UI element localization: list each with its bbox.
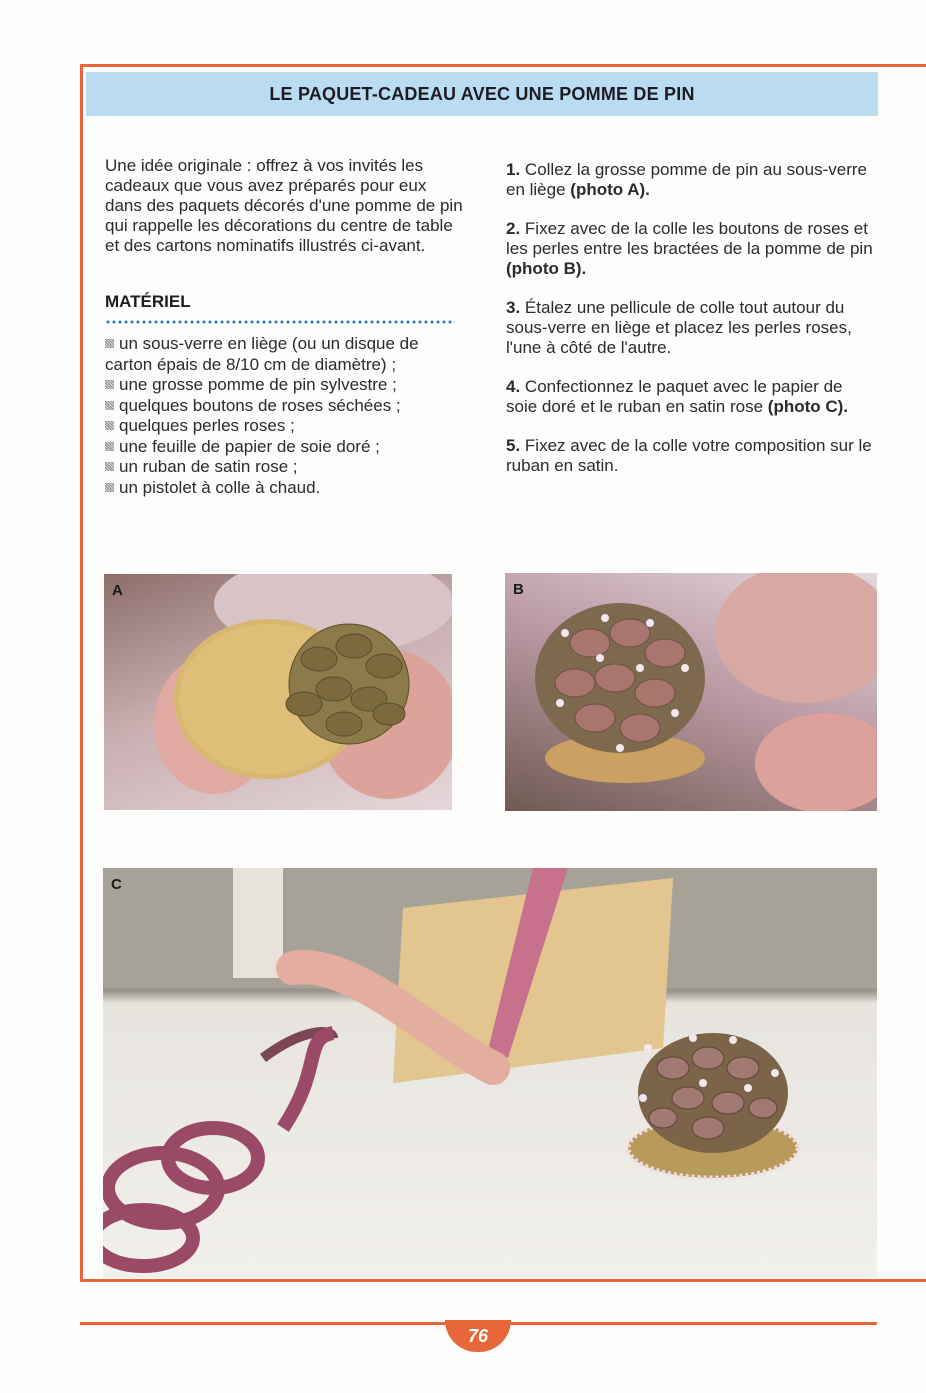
page-number-tab [445, 1320, 511, 1352]
list-item: un pistolet à colle à chaud. [105, 478, 465, 499]
materials-heading: MATÉRIEL [105, 292, 191, 311]
photo-c [103, 868, 877, 1278]
photo-a-label: A [112, 582, 123, 599]
photo-a-illustration [104, 574, 452, 810]
page-title: LE PAQUET-CADEAU AVEC UNE POMME DE PIN [269, 83, 695, 104]
step-5: 5. Fixez avec de la colle votre composition sur le ruban en satin. [506, 436, 872, 475]
step-2: 2. Fixez avec de la colle les boutons de roses et les perles entre les bractées de la pomme de pin (photo B). [506, 219, 873, 278]
bullet-icon [105, 380, 114, 389]
step-4: 4. Confectionnez le paquet avec le papier de soie doré et le ruban en satin rose (photo C). [506, 377, 849, 416]
bullet-icon [105, 442, 114, 451]
photo-b-label: B [513, 581, 524, 598]
bullet-icon [105, 421, 114, 430]
photo-c-label: C [111, 876, 122, 893]
title-banner [86, 72, 878, 116]
list-item: quelques boutons de roses séchées ; [105, 396, 465, 417]
page-number: 76 [467, 1325, 489, 1346]
photo-b [505, 573, 877, 811]
photo-b-illustration [505, 573, 877, 811]
list-item: une grosse pomme de pin sylvestre ; [105, 375, 465, 396]
photo-a [104, 574, 452, 810]
bullet-icon [105, 401, 114, 410]
step-3: 3. Étalez une pellicule de colle tout autour du sous-verre en liège et placez les perles roses, l'une à côté de l'autre. [506, 298, 852, 357]
steps-column [506, 160, 876, 495]
list-item: une feuille de papier de soie doré ; [105, 437, 465, 458]
intro-paragraph: Une idée originale : offrez à vos invités les cadeaux que vous avez préparés pour eux dans des paquets décorés d'une pomme de pin qui rappelle les décorations du centre de table et des cartons nominatifs illustrés ci-avant. [105, 156, 463, 255]
photo-c-illustration [103, 868, 877, 1278]
bullet-icon [105, 462, 114, 471]
dotted-divider [105, 320, 455, 324]
bullet-icon [105, 483, 114, 492]
list-item: un sous-verre en liège (ou un disque de carton épais de 8/10 cm de diamètre) ; [105, 334, 419, 374]
materials-list [105, 334, 465, 498]
list-item: quelques perles roses ; [105, 416, 465, 437]
step-1: 1. Collez la grosse pomme de pin au sous-verre en liège (photo A). [506, 160, 867, 199]
bullet-icon [105, 339, 114, 348]
list-item: un ruban de satin rose ; [105, 457, 465, 478]
